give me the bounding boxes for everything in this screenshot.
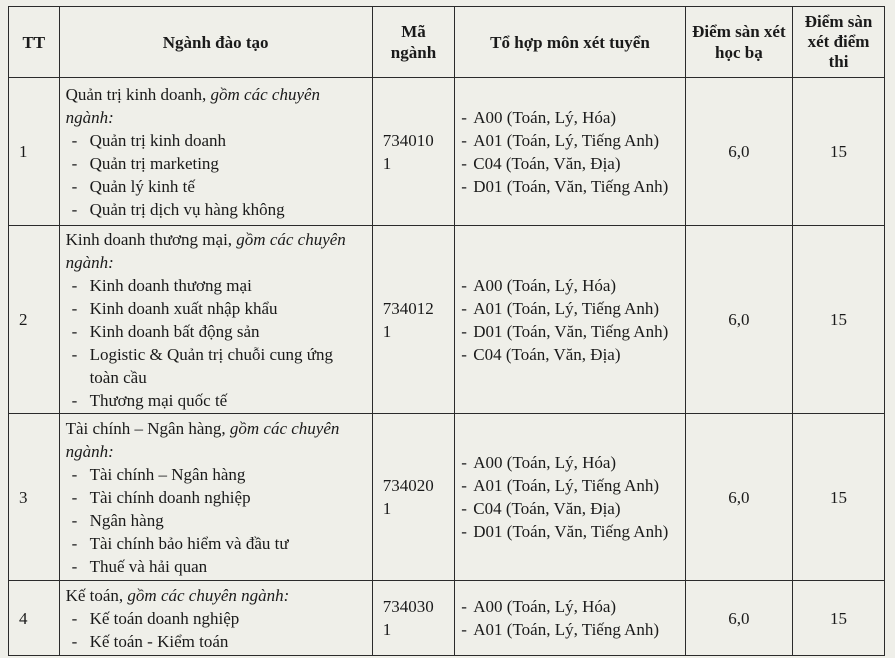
list-item: - Quản trị dịch vụ hàng không bbox=[66, 198, 366, 221]
specialization-list bbox=[66, 463, 366, 578]
row-score-transcript: 6,0 bbox=[685, 414, 792, 581]
list-item: - Ngân hàng bbox=[66, 509, 366, 532]
row-program bbox=[59, 78, 372, 226]
list-item: - Kinh doanh xuất nhập khẩu bbox=[66, 297, 366, 320]
row-combos bbox=[455, 581, 685, 656]
list-item: - D01 (Toán, Văn, Tiếng Anh) bbox=[461, 520, 678, 543]
list-item: - A01 (Toán, Lý, Tiếng Anh) bbox=[461, 297, 678, 320]
row-combos bbox=[455, 414, 685, 581]
list-item: - A01 (Toán, Lý, Tiếng Anh) bbox=[461, 129, 678, 152]
list-item: - Kinh doanh bất động sản bbox=[66, 320, 366, 343]
row-code: 734012 1 bbox=[372, 226, 455, 414]
row-combos bbox=[455, 226, 685, 414]
row-score-exam: 15 bbox=[793, 581, 885, 656]
list-item: - A00 (Toán, Lý, Hóa) bbox=[461, 595, 678, 618]
row-program bbox=[59, 581, 372, 656]
row-score-exam: 15 bbox=[793, 226, 885, 414]
list-item: - C04 (Toán, Văn, Địa) bbox=[461, 497, 678, 520]
row-tt: 4 bbox=[9, 581, 60, 656]
list-item: - Quản trị marketing bbox=[66, 152, 366, 175]
list-item: - Tài chính doanh nghiệp bbox=[66, 486, 366, 509]
table-row bbox=[9, 414, 885, 581]
list-item: - A01 (Toán, Lý, Tiếng Anh) bbox=[461, 618, 678, 641]
combo-list bbox=[461, 451, 678, 543]
row-tt: 3 bbox=[9, 414, 60, 581]
specialization-list bbox=[66, 274, 366, 412]
row-code: 734010 1 bbox=[372, 78, 455, 226]
row-tt: 2 bbox=[9, 226, 60, 414]
row-score-exam: 15 bbox=[793, 414, 885, 581]
list-item: - Quản trị kinh doanh bbox=[66, 129, 366, 152]
header-score-exam: Điểm sàn xét điểm thi bbox=[793, 7, 885, 78]
list-item: - A00 (Toán, Lý, Hóa) bbox=[461, 451, 678, 474]
list-item: - A00 (Toán, Lý, Hóa) bbox=[461, 274, 678, 297]
row-program bbox=[59, 414, 372, 581]
row-combos bbox=[455, 78, 685, 226]
header-score-transcript: Điểm sàn xét học bạ bbox=[685, 7, 792, 78]
list-item: - Quản lý kinh tế bbox=[66, 175, 366, 198]
table-header-row bbox=[9, 7, 885, 78]
list-item: - A00 (Toán, Lý, Hóa) bbox=[461, 106, 678, 129]
combo-list bbox=[461, 595, 678, 641]
table-row bbox=[9, 226, 885, 414]
header-program: Ngành đào tạo bbox=[59, 7, 372, 78]
header-combo: Tổ hợp môn xét tuyển bbox=[455, 7, 685, 78]
row-program bbox=[59, 226, 372, 414]
program-title: Quản trị kinh doanh, gồm các chuyên ngành: bbox=[65, 84, 321, 127]
header-code: Mã ngành bbox=[372, 7, 455, 78]
row-score-transcript: 6,0 bbox=[685, 581, 792, 656]
list-item: - Kế toán - Kiểm toán bbox=[66, 630, 366, 653]
table-row bbox=[9, 581, 885, 656]
program-title: Kinh doanh thương mại, gồm các chuyên ngành: bbox=[65, 229, 346, 272]
list-item: - C04 (Toán, Văn, Địa) bbox=[461, 152, 678, 175]
row-code: 734030 1 bbox=[372, 581, 455, 656]
list-item: - D01 (Toán, Văn, Tiếng Anh) bbox=[461, 320, 678, 343]
program-title: Kế toán, gồm các chuyên ngành: bbox=[65, 585, 290, 605]
row-code: 734020 1 bbox=[372, 414, 455, 581]
table-row bbox=[9, 78, 885, 226]
specialization-list bbox=[66, 129, 366, 221]
list-item: - Tài chính – Ngân hàng bbox=[66, 463, 366, 486]
combo-list bbox=[461, 106, 678, 198]
row-score-transcript: 6,0 bbox=[685, 78, 792, 226]
row-score-exam: 15 bbox=[793, 78, 885, 226]
admission-table bbox=[8, 6, 885, 656]
combo-list bbox=[461, 274, 678, 366]
row-score-transcript: 6,0 bbox=[685, 226, 792, 414]
program-title: Tài chính – Ngân hàng, gồm các chuyên ngành: bbox=[65, 418, 340, 461]
list-item: - Kế toán doanh nghiệp bbox=[66, 607, 366, 630]
list-item: - A01 (Toán, Lý, Tiếng Anh) bbox=[461, 474, 678, 497]
header-tt: TT bbox=[9, 7, 60, 78]
specialization-list bbox=[66, 607, 366, 653]
list-item: - C04 (Toán, Văn, Địa) bbox=[461, 343, 678, 366]
list-item: - Thương mại quốc tế bbox=[66, 389, 366, 412]
list-item: - Kinh doanh thương mại bbox=[66, 274, 366, 297]
list-item: - Tài chính bảo hiểm và đầu tư bbox=[66, 532, 366, 555]
list-item: - Logistic & Quản trị chuỗi cung ứng toàn cầu bbox=[66, 343, 366, 389]
row-tt: 1 bbox=[9, 78, 60, 226]
list-item: - D01 (Toán, Văn, Tiếng Anh) bbox=[461, 175, 678, 198]
list-item: - Thuế và hải quan bbox=[66, 555, 366, 578]
